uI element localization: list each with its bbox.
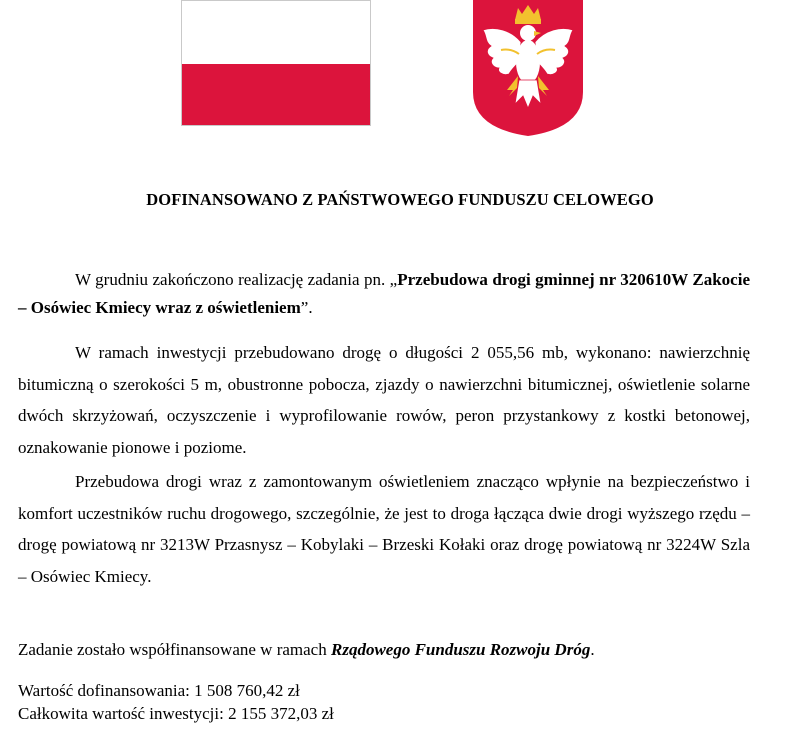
- scope-paragraph: W ramach inwestycji przebudowano drogę o długości 2 055,56 mb, wykonano: nawierzchnię bitumiczną o szerokości 5 m, obustronne pobocza, zjazdy o nawierzchni bitumicznej, oświetlenie solarne dwóch skrzyżowań, oczyszczenie i wyprofilowanie rowów, peron przystankowy z kostki betonowej, oznakowanie pionowe i poziome.: [18, 343, 750, 457]
- amounts-block: [18, 679, 750, 725]
- polish-flag-icon: [181, 0, 371, 126]
- flag-white-stripe: [182, 1, 370, 64]
- intro-tail: ”.: [300, 298, 313, 317]
- funding-tail: .: [590, 640, 595, 659]
- intro-paragraph: [18, 266, 750, 322]
- project-name: Przebudowa drogi gminnej nr 320610W Zakocie – Osówiec Kmiecy wraz z oświetleniem: [18, 270, 750, 317]
- intro-lead: W grudniu zakończono realizację zadania pn. „: [75, 270, 398, 289]
- flag-red-stripe: [182, 64, 370, 126]
- polish-eagle-emblem-icon: [471, 0, 585, 136]
- funding-lead: Zadanie zostało współfinansowane w ramach: [18, 640, 331, 659]
- total-amount: Całkowita wartość inwestycji: 2 155 372,03 zł: [18, 704, 334, 723]
- grant-amount: Wartość dofinansowania: 1 508 760,42 zł: [18, 681, 300, 700]
- impact-paragraph: Przebudowa drogi wraz z zamontowanym oświetleniem znacząco wpłynie na bezpieczeństwo i komfort uczestników ruchu drogowego, szczególnie, że jest to droga łącząca dwie drogi wyższego rzędu – drogę powiatową nr 3213W Przasnysz – Kobylaki – Brzeski Kołaki oraz drogę powiatową nr 3224W Szla – Osówiec Kmiecy.: [18, 472, 750, 586]
- fund-name: Rządowego Funduszu Rozwoju Dróg: [330, 640, 591, 659]
- funding-paragraph: [18, 634, 750, 666]
- page-title: DOFINANSOWANO Z PAŃSTWOWEGO FUNDUSZU CELOWEGO: [146, 190, 654, 209]
